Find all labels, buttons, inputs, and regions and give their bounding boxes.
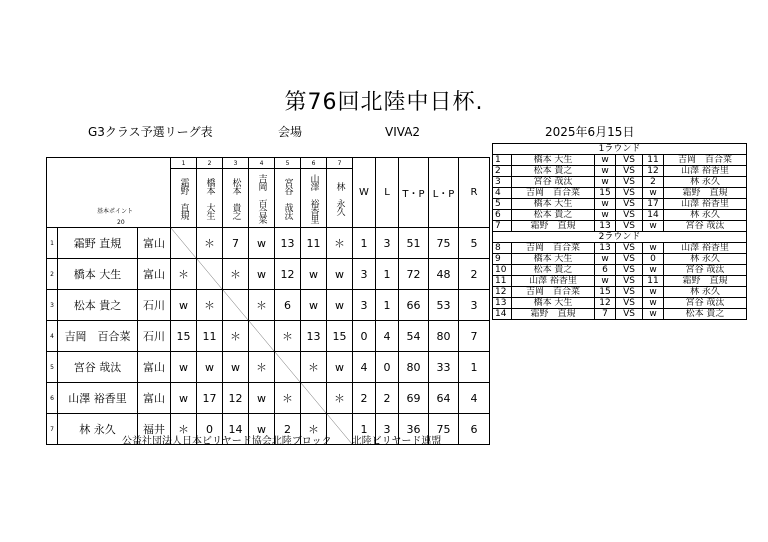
total-points: 36 <box>399 414 429 445</box>
match-score: w <box>249 228 275 259</box>
player-two: 吉岡 百合菜 <box>664 155 747 166</box>
self-match-cell <box>171 228 197 259</box>
match-row <box>493 199 747 210</box>
match-row <box>493 265 747 276</box>
stat-header: T・P <box>399 158 429 228</box>
player-one: 松本 貴之 <box>512 166 595 177</box>
player-two: 林 永久 <box>664 287 747 298</box>
losses-count: 1 <box>376 259 399 290</box>
match-number: 4 <box>493 188 512 199</box>
player-two-score: w <box>643 309 664 320</box>
lost-points: 53 <box>429 290 459 321</box>
match-score: w <box>197 352 223 383</box>
match-number: 10 <box>493 265 512 276</box>
column-number: 7 <box>327 158 353 169</box>
wins-count: 1 <box>353 228 376 259</box>
player-two-score: 11 <box>643 276 664 287</box>
match-row <box>493 254 747 265</box>
league-table <box>46 157 490 445</box>
player-one-score: 6 <box>595 265 616 276</box>
wins-count: 3 <box>353 259 376 290</box>
player-one-score: w <box>595 254 616 265</box>
diagonal-slash <box>275 352 300 382</box>
versus-label: VS <box>616 254 643 265</box>
total-points: 54 <box>399 321 429 352</box>
versus-label: VS <box>616 221 643 232</box>
match-row <box>493 309 747 320</box>
player-two-score: w <box>643 287 664 298</box>
column-player-name: 山澤 裕香里 <box>301 169 327 228</box>
event-date: 2025年6月15日 <box>545 125 635 139</box>
row-number: 7 <box>47 414 58 445</box>
page-title: 第76回北陸中日杯. <box>284 90 484 115</box>
row-number: 1 <box>47 228 58 259</box>
player-one: 吉岡 百合菜 <box>512 287 595 298</box>
player-two-score: 17 <box>643 199 664 210</box>
player-two-score: 14 <box>643 210 664 221</box>
player-one: 橋本 大生 <box>512 155 595 166</box>
versus-label: VS <box>616 243 643 254</box>
match-score: 12 <box>275 259 301 290</box>
versus-label: VS <box>616 177 643 188</box>
match-score: w <box>171 383 197 414</box>
player-one: 霜野 直規 <box>512 221 595 232</box>
class-label: G3クラス予選リーグ表 <box>88 125 213 139</box>
versus-label: VS <box>616 210 643 221</box>
player-one: 橋本 大生 <box>512 298 595 309</box>
versus-label: VS <box>616 199 643 210</box>
player-name: 松本 貴之 <box>58 290 138 321</box>
column-number: 1 <box>171 158 197 169</box>
versus-label: VS <box>616 265 643 276</box>
match-number: 9 <box>493 254 512 265</box>
stat-header: W <box>353 158 376 228</box>
losses-count: 3 <box>376 414 399 445</box>
match-score: ＊ <box>197 228 223 259</box>
venue-name: VIVA2 <box>385 125 421 139</box>
player-one: 宮谷 哉汰 <box>512 177 595 188</box>
column-player-name: 橋本 大生 <box>197 169 223 228</box>
match-row <box>493 188 747 199</box>
match-row <box>493 298 747 309</box>
match-score: w <box>223 352 249 383</box>
total-points: 80 <box>399 352 429 383</box>
match-number: 2 <box>493 166 512 177</box>
losses-count: 3 <box>376 228 399 259</box>
player-one-score: 13 <box>595 243 616 254</box>
match-row <box>493 276 747 287</box>
player-two-score: 11 <box>643 155 664 166</box>
player-name: 橋本 大生 <box>58 259 138 290</box>
player-two: 霜野 直規 <box>664 276 747 287</box>
match-score: ＊ <box>223 321 249 352</box>
player-name: 宮谷 哉汰 <box>58 352 138 383</box>
player-name: 霜野 直規 <box>58 228 138 259</box>
match-score: 11 <box>197 321 223 352</box>
match-score: 17 <box>197 383 223 414</box>
self-match-cell <box>275 352 301 383</box>
match-score: ＊ <box>249 352 275 383</box>
total-points: 72 <box>399 259 429 290</box>
versus-label: VS <box>616 155 643 166</box>
match-row <box>493 243 747 254</box>
player-two: 林 永久 <box>664 210 747 221</box>
player-two: 林 永久 <box>664 254 747 265</box>
player-two: 林 永久 <box>664 177 747 188</box>
match-score: ＊ <box>275 383 301 414</box>
rank: 2 <box>459 259 490 290</box>
wins-count: 0 <box>353 321 376 352</box>
total-points: 51 <box>399 228 429 259</box>
player-one: 橋本 大生 <box>512 254 595 265</box>
diagonal-slash <box>197 259 222 289</box>
total-points: 66 <box>399 290 429 321</box>
player-two-score: w <box>643 243 664 254</box>
rank: 4 <box>459 383 490 414</box>
versus-label: VS <box>616 166 643 177</box>
player-city: 石川 <box>138 290 171 321</box>
player-two-score: 0 <box>643 254 664 265</box>
player-two-score: 2 <box>643 177 664 188</box>
match-score: w <box>301 259 327 290</box>
points-header <box>47 158 171 228</box>
match-score: ＊ <box>223 259 249 290</box>
player-name: 山澤 裕香里 <box>58 383 138 414</box>
match-number: 6 <box>493 210 512 221</box>
player-one: 山澤 裕香里 <box>512 276 595 287</box>
column-player-name: 宮谷 哉汰 <box>275 169 301 228</box>
row-number: 4 <box>47 321 58 352</box>
rank: 6 <box>459 414 490 445</box>
match-score: 12 <box>223 383 249 414</box>
player-one-score: w <box>595 166 616 177</box>
player-one: 橋本 大生 <box>512 199 595 210</box>
match-number: 7 <box>493 221 512 232</box>
diagonal-slash <box>249 321 274 351</box>
column-number: 2 <box>197 158 223 169</box>
lost-points: 33 <box>429 352 459 383</box>
match-row <box>493 177 747 188</box>
column-number: 6 <box>301 158 327 169</box>
player-city: 富山 <box>138 383 171 414</box>
venue-label: 会場 <box>278 125 303 139</box>
rank: 5 <box>459 228 490 259</box>
match-score: 15 <box>171 321 197 352</box>
round-header: 1ラウンド <box>493 144 747 155</box>
wins-count: 3 <box>353 290 376 321</box>
match-score: 13 <box>275 228 301 259</box>
lost-points: 75 <box>429 228 459 259</box>
self-match-cell <box>197 259 223 290</box>
match-score: w <box>301 290 327 321</box>
match-score: 6 <box>275 290 301 321</box>
player-one-score: 15 <box>595 188 616 199</box>
player-name: 吉岡 百合菜 <box>58 321 138 352</box>
match-score: ＊ <box>249 290 275 321</box>
match-score: w <box>327 352 353 383</box>
table-row <box>47 383 490 414</box>
wins-count: 2 <box>353 383 376 414</box>
player-one-score: 7 <box>595 309 616 320</box>
column-player-name: 吉岡 百合菜 <box>249 169 275 228</box>
match-row <box>493 155 747 166</box>
player-two: 松本 貴之 <box>664 309 747 320</box>
player-two: 山澤 裕香里 <box>664 243 747 254</box>
table-row <box>47 352 490 383</box>
match-number: 13 <box>493 298 512 309</box>
player-one: 吉岡 百合菜 <box>512 243 595 254</box>
lost-points: 64 <box>429 383 459 414</box>
player-two: 宮谷 哉汰 <box>664 221 747 232</box>
losses-count: 2 <box>376 383 399 414</box>
match-score: w <box>171 352 197 383</box>
player-two: 山澤 裕香里 <box>664 166 747 177</box>
match-score: ＊ <box>275 321 301 352</box>
row-number: 5 <box>47 352 58 383</box>
table-row <box>47 290 490 321</box>
player-one: 松本 貴之 <box>512 210 595 221</box>
versus-label: VS <box>616 188 643 199</box>
match-score: ＊ <box>301 352 327 383</box>
player-one-score: w <box>595 177 616 188</box>
column-number: 5 <box>275 158 301 169</box>
player-one-score: w <box>595 210 616 221</box>
footer-organizations: 公益社団法人日本ビリヤード協会北陸ブロック 北陸ビリヤード連盟 <box>122 436 442 447</box>
stat-header: R <box>459 158 490 228</box>
match-number: 14 <box>493 309 512 320</box>
column-player-name: 松本 貴之 <box>223 169 249 228</box>
match-score: ＊ <box>171 259 197 290</box>
self-match-cell <box>301 383 327 414</box>
match-number: 8 <box>493 243 512 254</box>
base-points-value: 20 <box>117 219 125 226</box>
player-two-score: w <box>643 265 664 276</box>
player-two-score: 12 <box>643 166 664 177</box>
match-score: ＊ <box>197 290 223 321</box>
lost-points: 48 <box>429 259 459 290</box>
player-one-score: 13 <box>595 221 616 232</box>
table-row <box>47 321 490 352</box>
wins-count: 4 <box>353 352 376 383</box>
diagonal-slash <box>301 383 326 413</box>
player-two: 宮谷 哉汰 <box>664 265 747 276</box>
match-score: 11 <box>301 228 327 259</box>
match-score: w <box>171 290 197 321</box>
match-number: 12 <box>493 287 512 298</box>
rank: 1 <box>459 352 490 383</box>
column-number: 3 <box>223 158 249 169</box>
match-score: 7 <box>223 228 249 259</box>
base-points-label: 基本ポイント <box>97 208 134 215</box>
match-number: 5 <box>493 199 512 210</box>
match-score: w <box>327 290 353 321</box>
player-one-score: 12 <box>595 298 616 309</box>
match-score: 13 <box>301 321 327 352</box>
player-one-score: w <box>595 199 616 210</box>
self-match-cell <box>223 290 249 321</box>
player-two-score: w <box>643 221 664 232</box>
player-two-score: w <box>643 188 664 199</box>
rounds-table <box>492 143 747 320</box>
stat-header: L <box>376 158 399 228</box>
player-two: 霜野 直規 <box>664 188 747 199</box>
player-city: 福井 <box>138 414 171 445</box>
total-points: 69 <box>399 383 429 414</box>
player-one-score: w <box>595 155 616 166</box>
rank: 7 <box>459 321 490 352</box>
match-score: w <box>249 383 275 414</box>
match-score: ＊ <box>327 228 353 259</box>
player-city: 富山 <box>138 352 171 383</box>
versus-label: VS <box>616 298 643 309</box>
match-row <box>493 221 747 232</box>
round-header: 2ラウンド <box>493 232 747 243</box>
stat-header: L・P <box>429 158 459 228</box>
match-row <box>493 287 747 298</box>
match-score: ＊ <box>301 414 327 445</box>
column-player-name: 林 永久 <box>327 169 353 228</box>
match-number: 11 <box>493 276 512 287</box>
match-score: w <box>249 414 275 445</box>
row-number: 2 <box>47 259 58 290</box>
versus-label: VS <box>616 276 643 287</box>
player-one: 霜野 直規 <box>512 309 595 320</box>
rank: 3 <box>459 290 490 321</box>
player-city: 石川 <box>138 321 171 352</box>
losses-count: 0 <box>376 352 399 383</box>
player-one: 松本 貴之 <box>512 265 595 276</box>
losses-count: 4 <box>376 321 399 352</box>
match-row <box>493 210 747 221</box>
lost-points: 80 <box>429 321 459 352</box>
player-city: 富山 <box>138 228 171 259</box>
losses-count: 1 <box>376 290 399 321</box>
match-number: 3 <box>493 177 512 188</box>
match-score: 15 <box>327 321 353 352</box>
player-two: 宮谷 哉汰 <box>664 298 747 309</box>
wins-count: 1 <box>353 414 376 445</box>
player-one: 吉岡 百合菜 <box>512 188 595 199</box>
match-score: 14 <box>223 414 249 445</box>
player-one-score: 15 <box>595 287 616 298</box>
match-number: 1 <box>493 155 512 166</box>
match-row <box>493 166 747 177</box>
self-match-cell <box>249 321 275 352</box>
player-two-score: w <box>643 298 664 309</box>
player-two: 山澤 裕香里 <box>664 199 747 210</box>
versus-label: VS <box>616 287 643 298</box>
row-number: 6 <box>47 383 58 414</box>
table-row <box>47 228 490 259</box>
lost-points: 75 <box>429 414 459 445</box>
diagonal-slash <box>171 228 196 258</box>
match-score: w <box>249 259 275 290</box>
match-score: ＊ <box>327 383 353 414</box>
player-name: 林 永久 <box>58 414 138 445</box>
column-player-name: 霜野 直規 <box>171 169 197 228</box>
diagonal-slash <box>223 290 248 320</box>
table-row <box>47 259 490 290</box>
match-score: w <box>327 259 353 290</box>
versus-label: VS <box>616 309 643 320</box>
row-number: 3 <box>47 290 58 321</box>
column-number: 4 <box>249 158 275 169</box>
player-city: 富山 <box>138 259 171 290</box>
match-score: 0 <box>197 414 223 445</box>
match-score: 2 <box>275 414 301 445</box>
match-score: ＊ <box>171 414 197 445</box>
player-one-score: w <box>595 276 616 287</box>
